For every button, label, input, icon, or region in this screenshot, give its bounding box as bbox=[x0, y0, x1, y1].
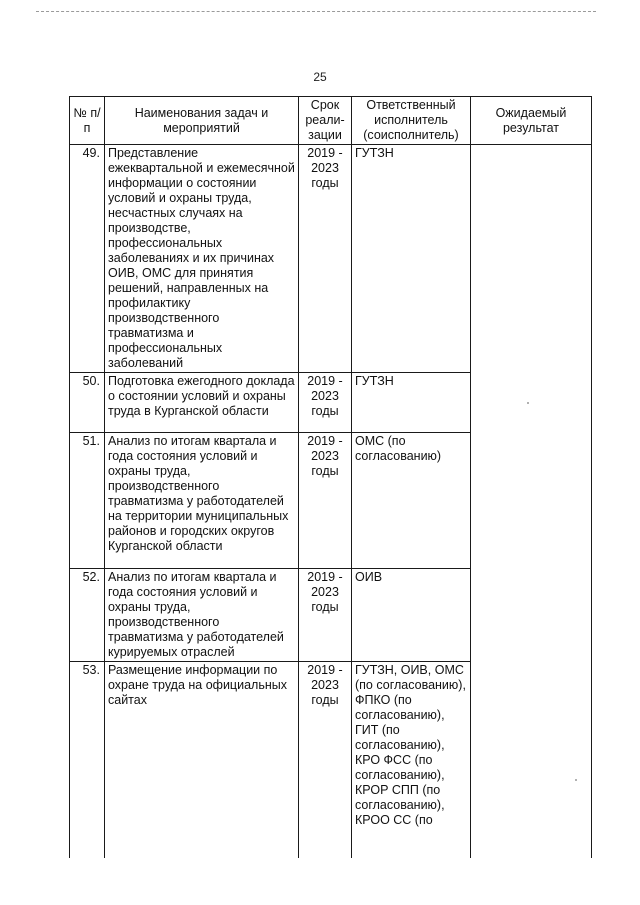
row-term: 2019 - 2023 годы bbox=[299, 145, 352, 373]
row-name: Подготовка ежегодного доклада о состоянии условий и охраны труда в Курганской области bbox=[105, 373, 299, 433]
row-executor: ОМС (по согласованию) bbox=[352, 433, 471, 569]
row-name: Представление ежеквартальной и ежемесячной информации о состоянии условий и охраны труда, несчастных случаях на производстве, профессиональных заболеваниях и их причинах ОИВ, ОМС для принятия решений, направленных на профилактику производственного травматизма и профессиональных заболеваний bbox=[105, 145, 299, 373]
row-term: 2019 - 2023 годы bbox=[299, 569, 352, 662]
header-term: Срок реали-зации bbox=[299, 97, 352, 145]
row-executor: ГУТЗН, ОИВ, ОМС (по согласованию), ФПКО (по согласованию), ГИТ (по согласованию), КРО ФСС (по согласованию), КРОР СПП (по согласованию), КРОО СС (по bbox=[352, 662, 471, 858]
row-term: 2019 - 2023 годы bbox=[299, 433, 352, 569]
row-term: 2019 - 2023 годы bbox=[299, 662, 352, 858]
row-executor: ГУТЗН bbox=[352, 145, 471, 373]
row-num: 51. bbox=[70, 433, 105, 569]
header-executor: Ответственный исполнитель (соисполнитель) bbox=[352, 97, 471, 145]
scan-edge-line bbox=[36, 11, 596, 12]
scan-speck bbox=[575, 779, 577, 781]
header-num: № п/п bbox=[70, 97, 105, 145]
table-row bbox=[70, 145, 592, 373]
row-num: 49. bbox=[70, 145, 105, 373]
header-name: Наименования задач и мероприятий bbox=[105, 97, 299, 145]
activities-table bbox=[69, 96, 592, 858]
row-name: Размещение информации по охране труда на официальных сайтах bbox=[105, 662, 299, 858]
row-result bbox=[471, 145, 592, 858]
row-name: Анализ по итогам квартала и года состояния условий и охраны труда, производственного травматизма у работодателей курируемых отраслей bbox=[105, 569, 299, 662]
scan-speck bbox=[527, 402, 529, 404]
page-number: 25 bbox=[313, 70, 327, 84]
row-num: 53. bbox=[70, 662, 105, 858]
table-header-row bbox=[70, 97, 592, 145]
header-result: Ожидаемый результат bbox=[471, 97, 592, 145]
row-executor: ОИВ bbox=[352, 569, 471, 662]
row-num: 52. bbox=[70, 569, 105, 662]
row-num: 50. bbox=[70, 373, 105, 433]
row-term: 2019 - 2023 годы bbox=[299, 373, 352, 433]
row-executor: ГУТЗН bbox=[352, 373, 471, 433]
row-name: Анализ по итогам квартала и года состояния условий и охраны труда, производственного травматизма у работодателей на территории муниципальных районов и городских округов Курганской области bbox=[105, 433, 299, 569]
